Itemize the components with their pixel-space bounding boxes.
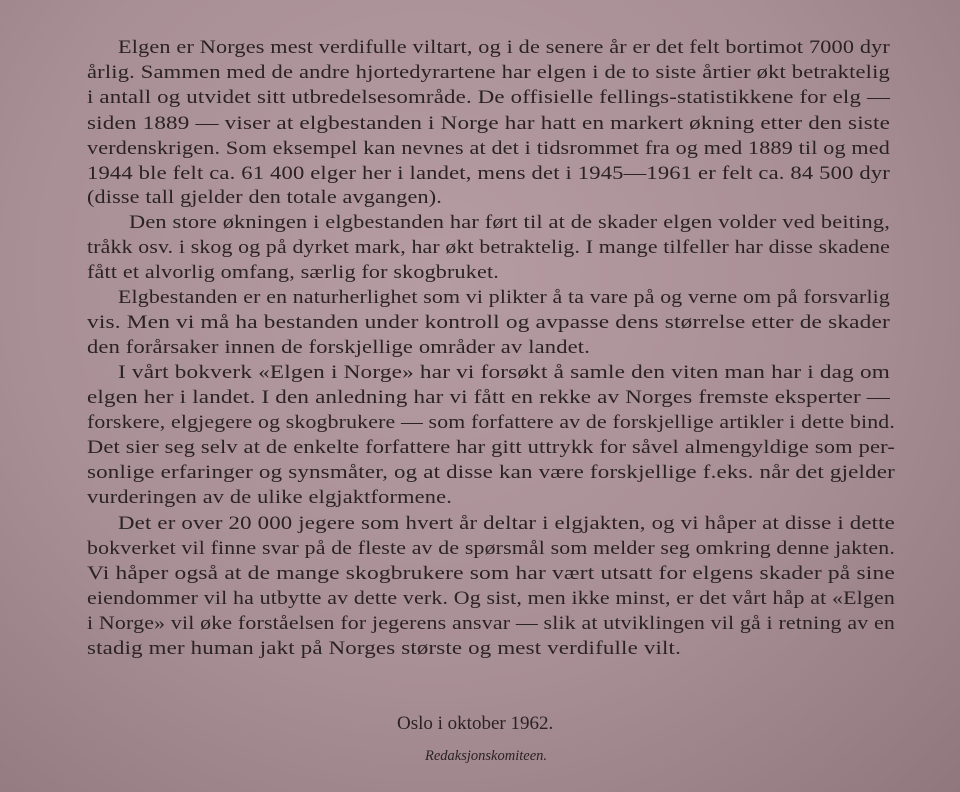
- text-line: årlig. Sammen med de andre hjortedyrartene har elgen i de to siste årtier økt betraktelig: [87, 62, 890, 83]
- text-line: tråkk osv. i skog og på dyrket mark, har økt betraktelig. I mange tilfeller har disse skadene: [87, 237, 890, 258]
- text-line: Elgbestanden er en naturherlighet som vi plikter å ta vare på og verne om på forsvarlig: [118, 287, 890, 308]
- text-line: i antall og utvidet sitt utbredelsesområde. De offisielle fellings-statistikkene for elg —: [87, 87, 890, 108]
- text-line: Vi håper også at de mange skogbrukere som har vært utsatt for elgens skader på sine: [87, 563, 895, 584]
- text-line: vurderingen av de ulike elgjaktformene.: [87, 487, 452, 508]
- text-line: stadig mer human jakt på Norges største og mest verdifulle vilt.: [87, 638, 681, 659]
- text-line: eiendommer vil ha utbytte av dette verk. Og sist, men ikke minst, er det vårt håp at «Elgen: [87, 588, 895, 609]
- text-line: den forårsaker innen de forskjellige områder av landet.: [87, 337, 590, 358]
- text-line: i Norge» vil øke forståelsen for jegerens ansvar — slik at utviklingen vil gå i retning av en: [87, 613, 895, 634]
- text-line: (disse tall gjelder den totale avgangen).: [87, 187, 442, 208]
- text-line: siden 1889 — viser at elgbestanden i Norge har hatt en markert økning etter den siste: [87, 113, 890, 134]
- text-line: 1944 ble felt ca. 61 400 elger her i landet, mens det i 1945—1961 er felt ca. 84 500 dyr: [87, 163, 890, 184]
- text-line: Elgen er Norges mest verdifulle viltart, og i de senere år er det felt bortimot 7000 dyr: [118, 37, 890, 58]
- place-date: Oslo i oktober 1962.: [397, 713, 554, 734]
- text-line: I vårt bokverk «Elgen i Norge» har vi forsøkt å samle den viten man har i dag om: [118, 362, 890, 383]
- text-line: Den store økningen i elgbestanden har ført til at de skader elgen volder ved beiting,: [129, 212, 890, 233]
- text-line: Det er over 20 000 jegere som hvert år deltar i elgjakten, og vi håper at disse i dette: [118, 513, 895, 534]
- signature: Redaksjonskomiteen.: [425, 748, 548, 764]
- text-line: fått et alvorlig omfang, særlig for skogbruket.: [87, 262, 499, 283]
- text-line: sonlige erfaringer og synsmåter, og at disse kan være forskjellige f.eks. når det gjelder: [87, 462, 895, 483]
- text-line: Det sier seg selv at de enkelte forfattere har gitt uttrykk for såvel almengyldige som per-: [87, 437, 895, 458]
- text-line: verdenskrigen. Som eksempel kan nevnes at det i tidsrommet fra og med 1889 til og med: [87, 138, 890, 159]
- text-line: bokverket vil finne svar på de fleste av de spørsmål som melder seg omkring denne jakten.: [87, 538, 895, 559]
- text-line: elgen her i landet. I den anledning har vi fått en rekke av Norges fremste eksperter —: [87, 387, 890, 408]
- text-line: forskere, elgjegere og skogbrukere — som forfattere av de forskjellige artikler i dette bind.: [87, 412, 895, 433]
- text-line: vis. Men vi må ha bestanden under kontroll og avpasse dens størrelse etter de skader: [87, 312, 890, 333]
